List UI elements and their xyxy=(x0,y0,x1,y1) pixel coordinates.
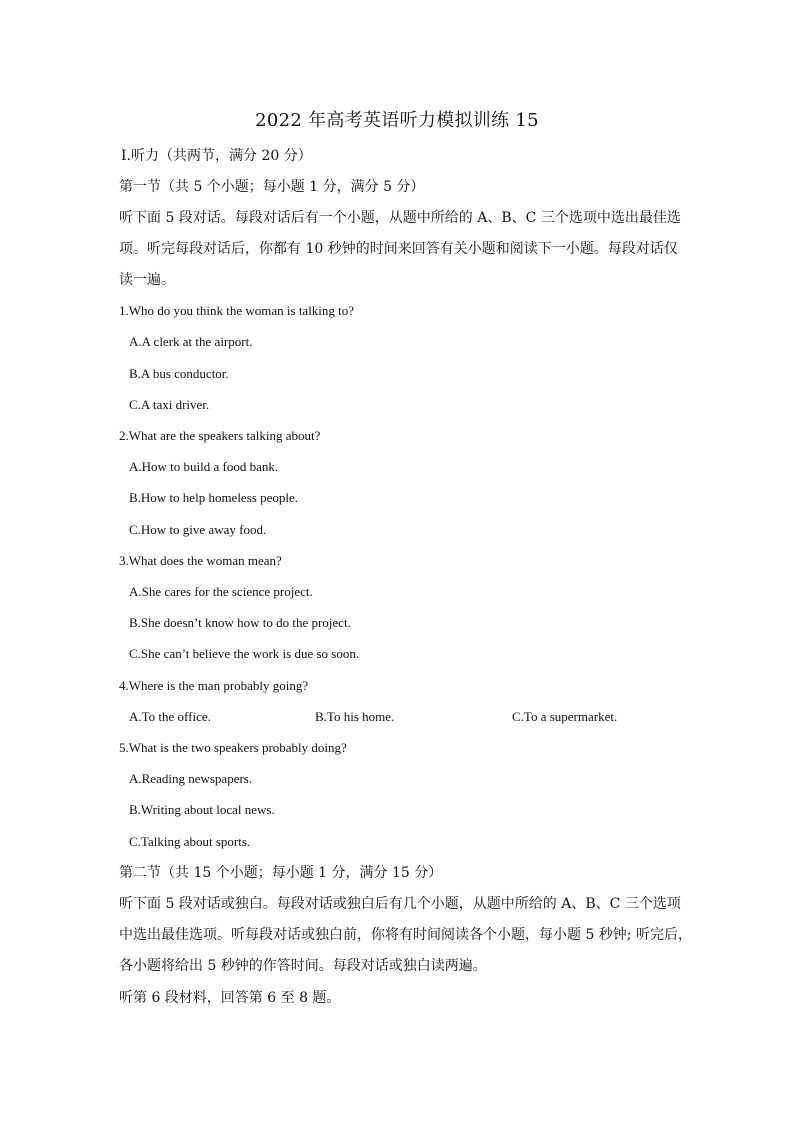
question-1-option-b: B.A bus conductor. xyxy=(129,366,229,381)
part2-sub-instruction: 听第 6 段材料，回答第 6 至 8 题。 xyxy=(119,990,341,1006)
part1-instruction-line: 读一遍。 xyxy=(119,272,175,288)
question-2-option-a: A.How to build a food bank. xyxy=(129,459,279,474)
question-3-option-a: A.She cares for the science project. xyxy=(129,584,313,599)
part1-instruction-line: 项。听完每段对话后，你都有 10 秒钟的时间来回答有关小题和阅读下一小题。每段对话仅 xyxy=(119,241,678,257)
question-3-option-b: B.She doesn’t know how to do the project. xyxy=(129,615,351,630)
question-4-option-c: C.To a supermarket. xyxy=(512,709,618,724)
page-title: 2022 年高考英语听力模拟训练 15 xyxy=(255,110,539,131)
part2-instruction-line: 听下面 5 段对话或独白。每段对话或独白后有几个小题，从题中所给的 A、B、C 三个选项 xyxy=(119,896,681,912)
part2-instruction-line: 各小题将给出 5 秒钟的作答时间。每段对话或独白读两遍。 xyxy=(119,958,487,974)
question-2-option-b: B.How to help homeless people. xyxy=(129,490,298,505)
question-5-option-c: C.Talking about sports. xyxy=(129,834,251,849)
question-5-option-a: A.Reading newspapers. xyxy=(129,771,253,786)
question-4: 4.Where is the man probably going? xyxy=(119,678,309,693)
question-5-option-b: B.Writing about local news. xyxy=(129,802,275,817)
question-1-option-a: A.A clerk at the airport. xyxy=(129,334,253,349)
question-3-option-c: C.She can’t believe the work is due so soon. xyxy=(129,646,360,661)
question-4-option-a: A.To the office. xyxy=(129,709,211,724)
part1-instruction-line: 听下面 5 段对话。每段对话后有一个小题，从题中所给的 A、B、C 三个选项中选出最佳选 xyxy=(119,210,681,226)
question-1-option-c: C.A taxi driver. xyxy=(129,397,210,412)
question-2: 2.What are the speakers talking about? xyxy=(119,428,321,443)
part2-instruction-line: 中选出最佳选项。听每段对话或独白前，你将有时间阅读各个小题，每小题 5 秒钟; 听完后， xyxy=(119,927,692,943)
question-1: 1.Who do you think the woman is talking to? xyxy=(119,303,355,318)
question-2-option-c: C.How to give away food. xyxy=(129,522,267,537)
question-4-option-b: B.To his home. xyxy=(315,709,395,724)
part2-heading: 第二节（共 15 个小题；每小题 1 分，满分 15 分） xyxy=(119,865,443,881)
question-5: 5.What is the two speakers probably doing? xyxy=(119,740,347,755)
part1-heading: 第一节（共 5 个小题；每小题 1 分，满分 5 分） xyxy=(119,179,425,195)
question-3: 3.What does the woman mean? xyxy=(119,553,282,568)
section-header: Ⅰ.听力（共两节，满分 20 分） xyxy=(121,148,312,164)
